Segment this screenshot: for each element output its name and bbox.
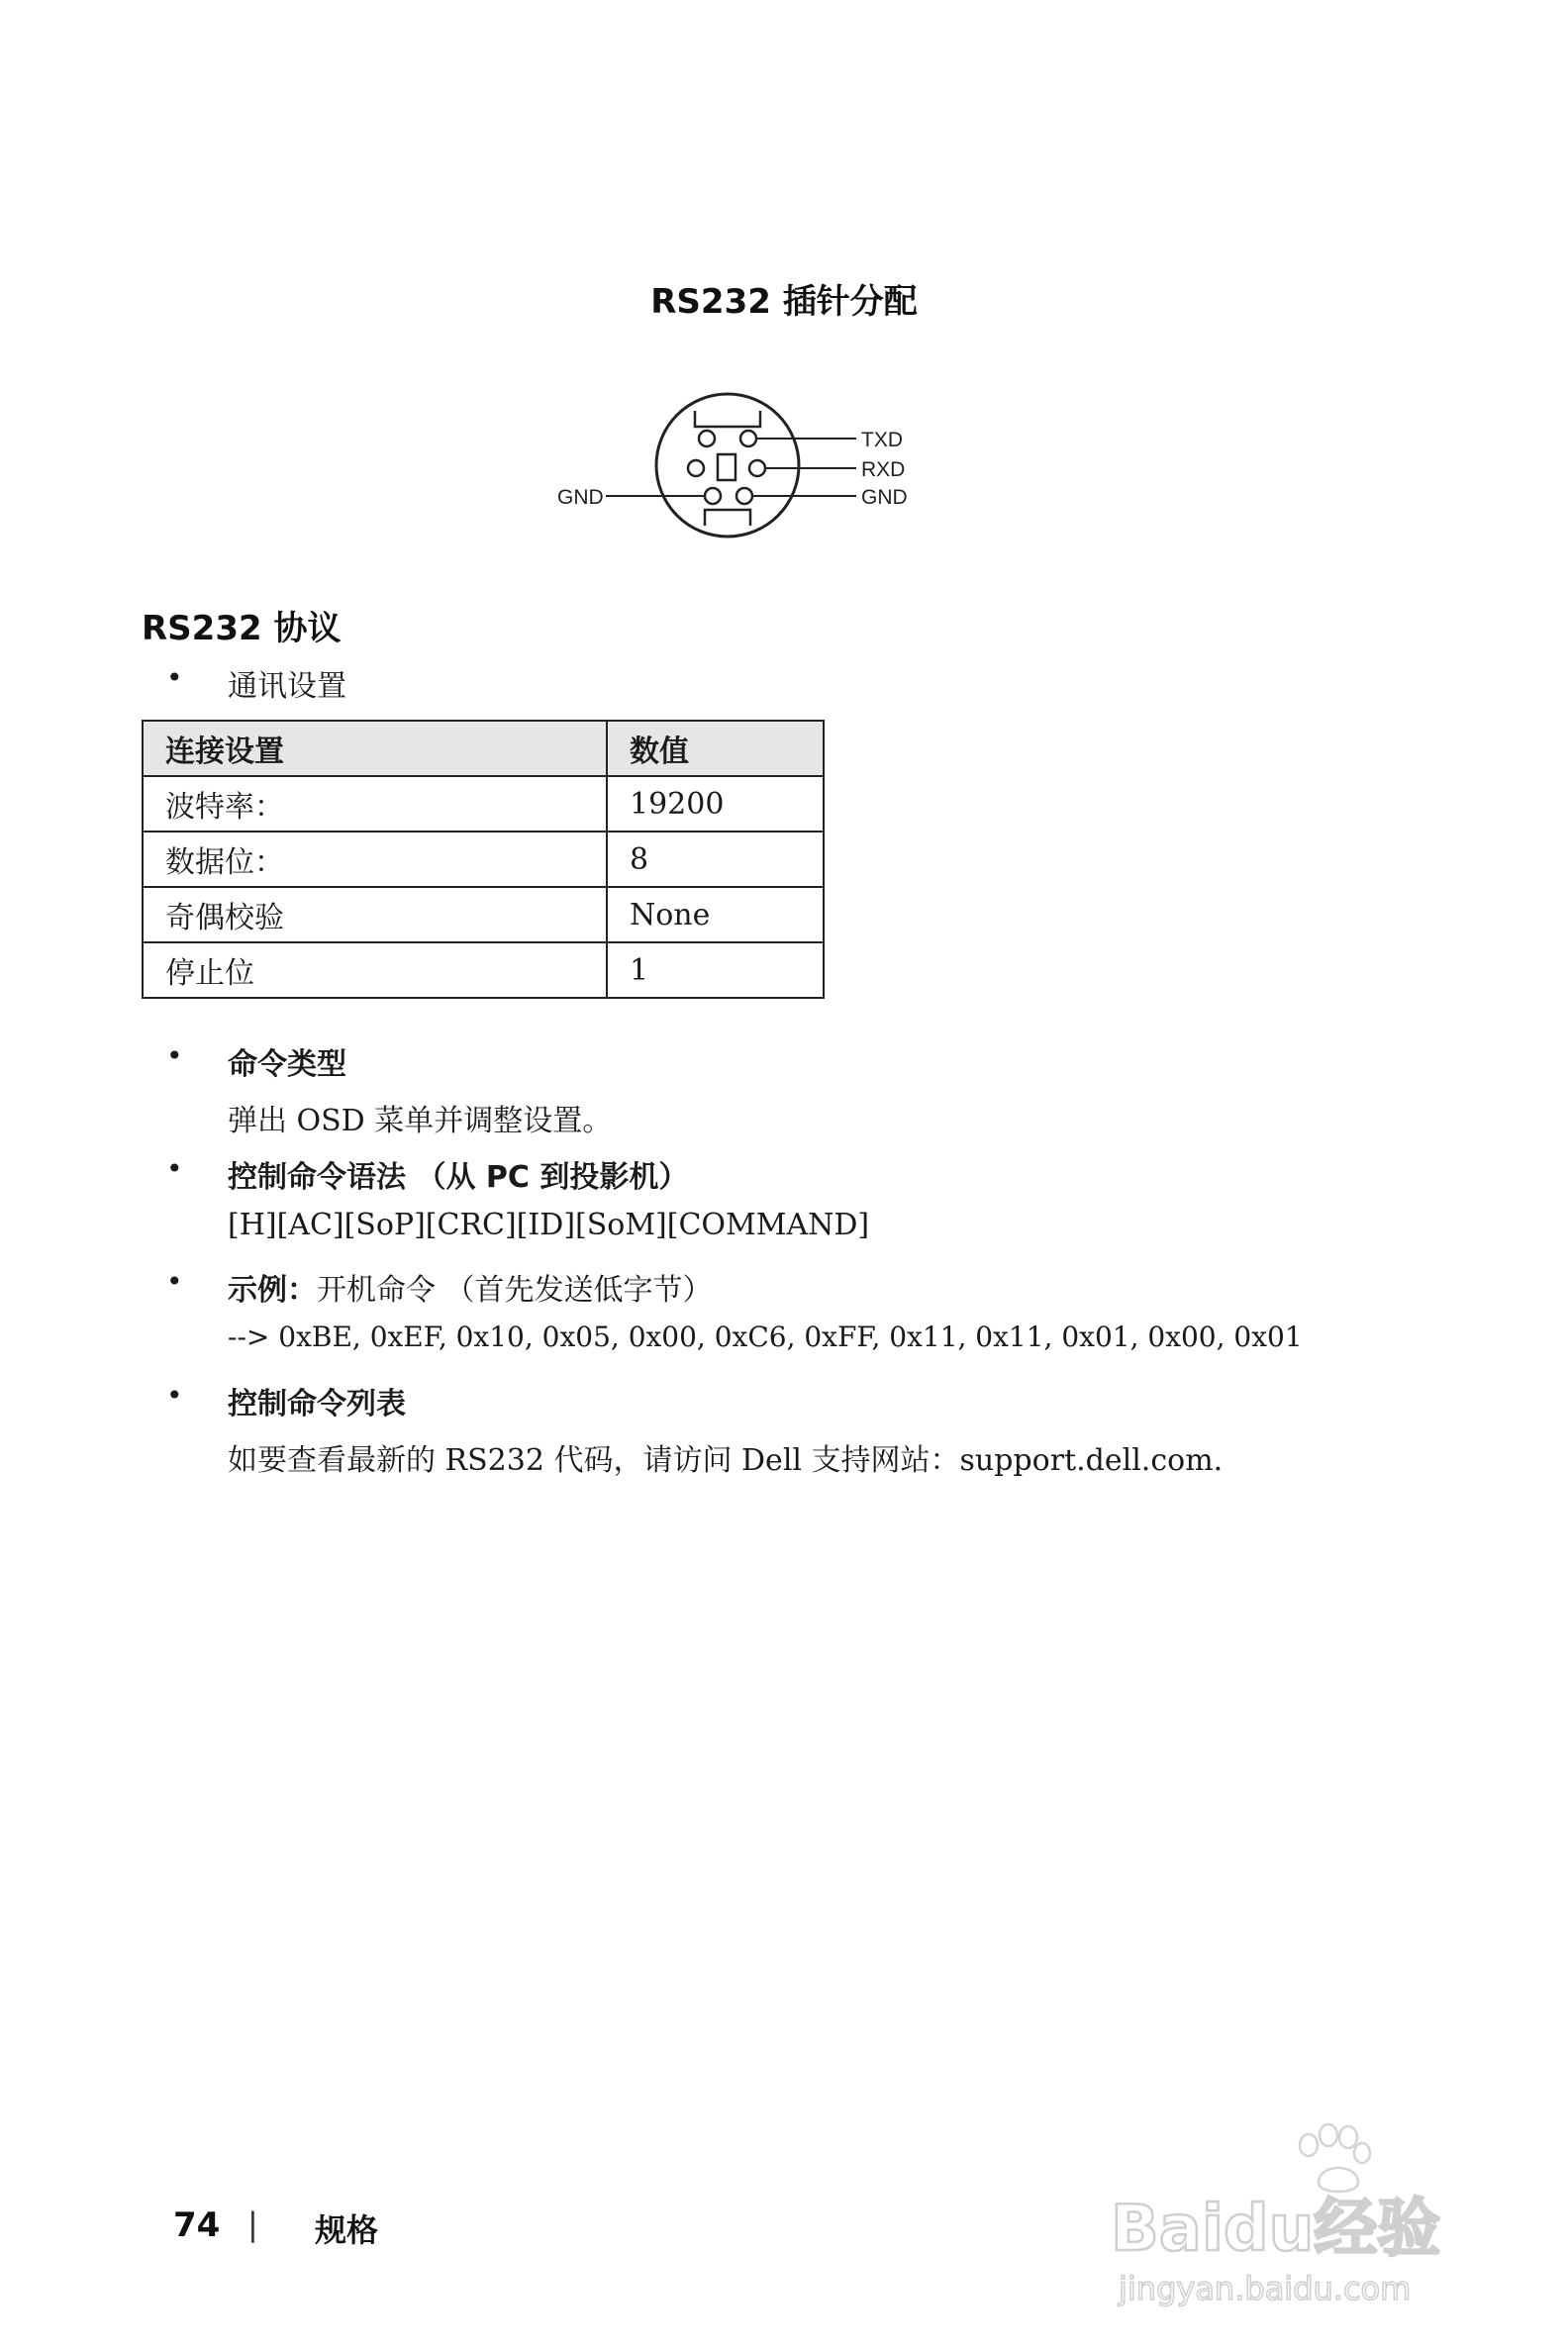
- command-syntax-detail: [H][AC][SoP][CRC][ID][SoM][COMMAND]: [228, 1208, 870, 1242]
- setting-cell: 停止位: [143, 942, 607, 998]
- watermark-url: jingyan.baidu.com: [1119, 2270, 1412, 2307]
- protocol-title: RS232 协议: [142, 609, 342, 648]
- gnd-left-label: GND: [557, 486, 604, 509]
- bullet-icon: •: [166, 1039, 183, 1072]
- example-bytes: --> 0xBE, 0xEF, 0x10, 0x05, 0x00, 0xC6, 0xFF, 0x11, 0x11, 0x01, 0x00, 0x01: [228, 1321, 1303, 1353]
- command-type-detail: 弹出 OSD 菜单并调整设置。: [228, 1104, 613, 1138]
- bullet-icon: •: [166, 1379, 183, 1412]
- gnd-right-label: GND: [861, 486, 908, 509]
- pin-2-txd: [740, 431, 756, 446]
- watermark-brand: Baidu经验: [1111, 2193, 1441, 2266]
- value-cell: 8: [607, 832, 824, 887]
- header-setting: 连接设置: [143, 721, 607, 776]
- bullet-icon: •: [166, 661, 183, 694]
- rs232-connector-diagram: [535, 381, 931, 554]
- table-row: [143, 832, 824, 887]
- setting-cell: 数据位：: [143, 832, 607, 887]
- header-value: 数值: [607, 721, 824, 776]
- bullet-icon: •: [166, 1265, 183, 1298]
- footer-section-title: 规格: [315, 2211, 379, 2249]
- setting-cell: 波特率：: [143, 776, 607, 832]
- command-type-label: 命令类型: [228, 1047, 346, 1082]
- bullet-icon: •: [166, 1152, 183, 1185]
- example-label-group: [228, 1265, 713, 1309]
- pin-5-gnd: [705, 488, 721, 504]
- comm-settings-label: 通讯设置: [228, 669, 346, 704]
- rxd-label: RXD: [861, 458, 906, 481]
- table-row: [143, 942, 824, 998]
- table-row: [143, 887, 824, 942]
- value-cell: None: [607, 887, 824, 942]
- footer-separator: |: [247, 2205, 258, 2243]
- txd-label: TXD: [861, 429, 903, 451]
- value-cell: 19200: [607, 776, 824, 832]
- pin-4-rxd: [749, 460, 765, 476]
- connector-key-notch: [695, 411, 760, 427]
- command-list-detail: 如要查看最新的 RS232 代码，请访问 Dell 支持网站：support.dell.com.: [228, 1443, 1224, 1478]
- table-header-row: [143, 721, 824, 776]
- command-syntax-label: 控制命令语法 （从 PC 到投影机）: [228, 1160, 689, 1195]
- example-label: 示例：: [228, 1273, 317, 1308]
- pin-1: [699, 431, 715, 446]
- pin-3: [688, 460, 704, 476]
- command-list-label: 控制命令列表: [228, 1387, 406, 1421]
- page-number: 74: [173, 2205, 221, 2245]
- example-label-rest: 开机命令 （首先发送低字节）: [317, 1273, 713, 1308]
- paw-icon: [1300, 2124, 1370, 2192]
- baidu-watermark: [1099, 2113, 1485, 2311]
- value-cell: 1: [607, 942, 824, 998]
- pin-assignment-title: RS232 插针分配: [650, 282, 918, 322]
- table-row: [143, 776, 824, 832]
- connector-bottom-notch: [705, 510, 750, 526]
- center-key: [718, 454, 735, 480]
- setting-cell: 奇偶校验: [143, 887, 607, 942]
- connection-settings-table: [142, 720, 825, 999]
- pin-6-gnd: [736, 488, 752, 504]
